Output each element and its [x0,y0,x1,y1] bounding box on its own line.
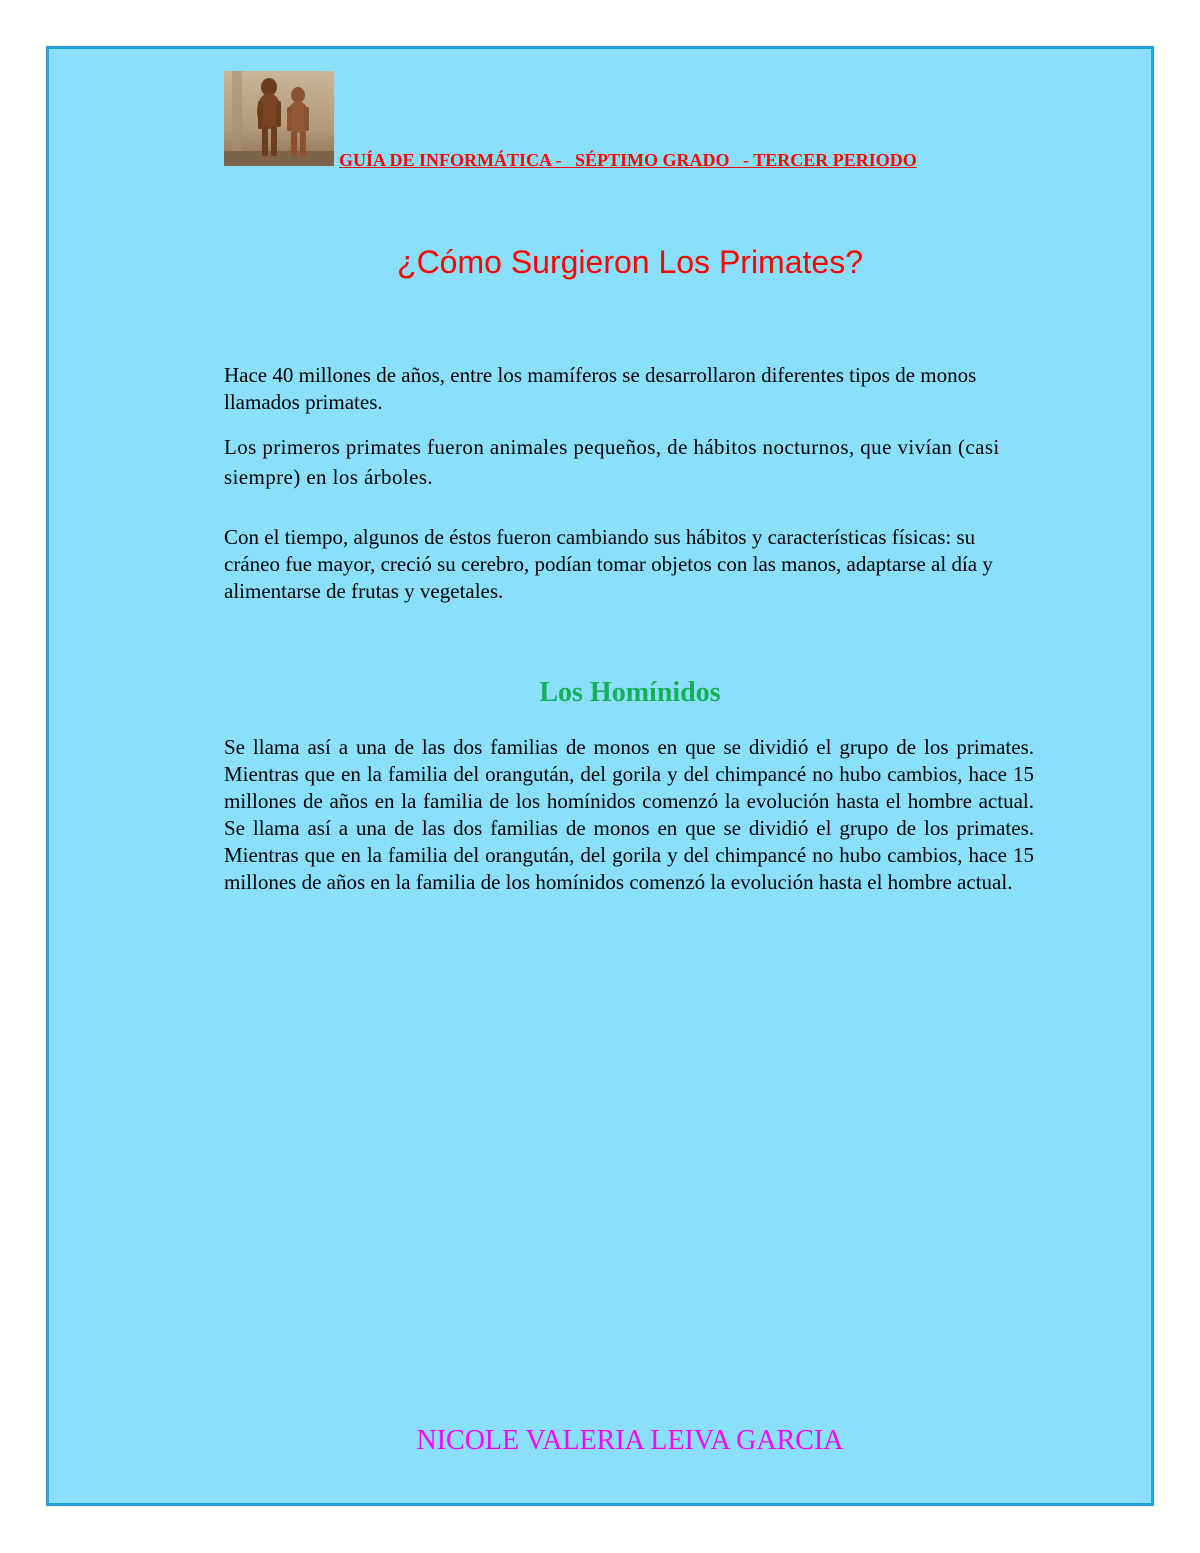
paragraph-hominids: Se llama así a una de las dos familias de monos en que se dividió el grupo de los primates. Mientras que en la familia del orangután, del gorila y del chimpancé no hubo cambios, hace 15 millones de años en la familia de los homínidos comenzó la evolución hasta el hombre actual. Se llama así a una de las dos familias de monos en que se dividió el grupo de los primates. Mientras que en la familia del orangután, del gorila y del chimpancé no hubo cambios, hace 15 millones de años en la familia de los homínidos comenzó la evolución hasta el hombre actual. [224,735,1034,894]
primates-image [224,71,334,166]
author-name: NICOLE VALERIA LEIVA GARCIA [416,1425,844,1456]
header-title: GUÍA DE INFORMÁTICA - SÉPTIMO GRADO - TERCER PERIODO [339,150,917,170]
document-page [46,46,1154,1506]
section-title-hominids: Los Homínidos [539,677,721,708]
header [224,71,1054,171]
paragraph-evolution: Con el tiempo, algunos de éstos fueron cambiando sus hábitos y características físicas: su cráneo fue mayor, creció su cerebro, podían tomar objetos con las manos, adaptarse al día y alimentarse de frutas y vegetales. [224,525,993,603]
paragraph-early-primates: Los primeros primates fueron animales pequeños, de hábitos nocturnos, que vivían (casi siempre) en los árboles. [224,435,1000,489]
page-title: ¿Cómo Surgieron Los Primates? [397,244,863,280]
paragraph-origin: Hace 40 millones de años, entre los mamíferos se desarrollaron diferentes tipos de monos llamados primates. [224,363,977,414]
